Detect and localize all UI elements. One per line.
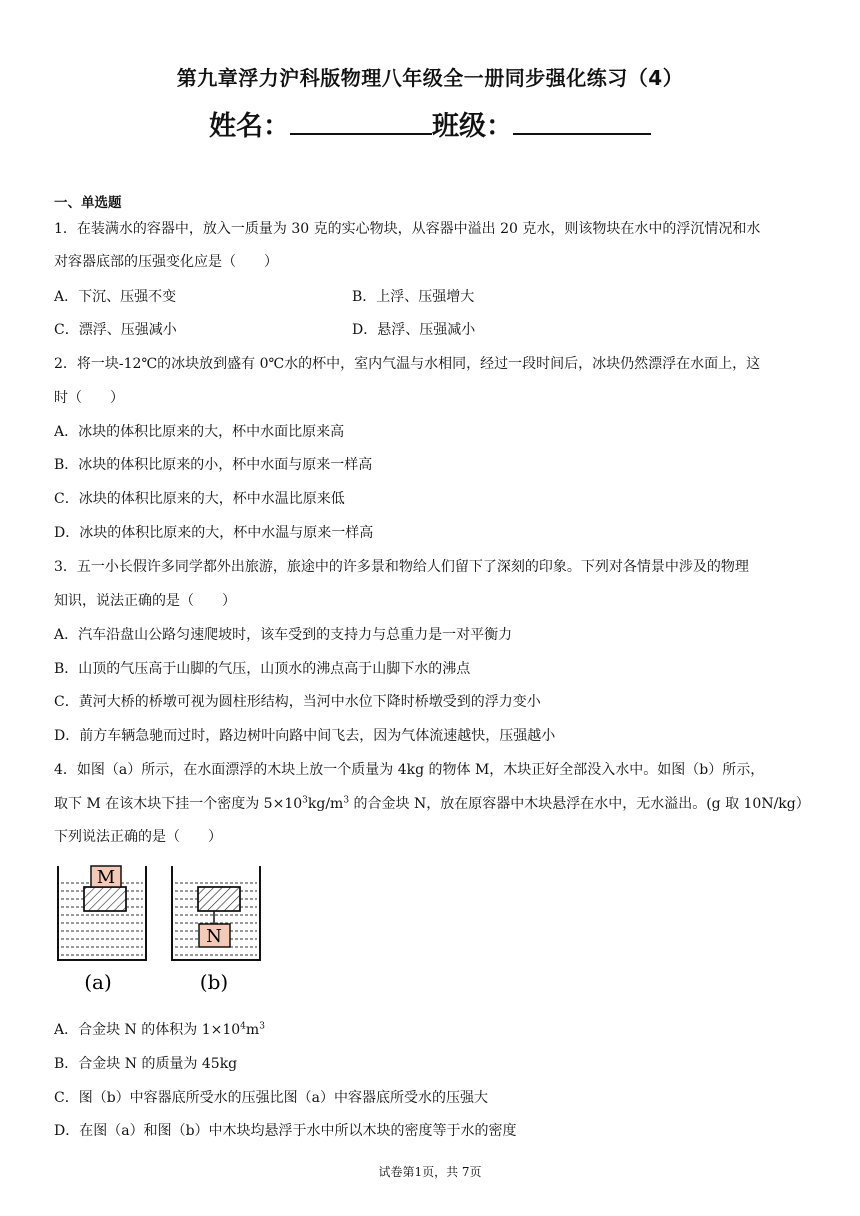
q4-option-c[interactable]: C．图（b）中容器底所受水的压强比图（a）中容器底所受水的压强大	[54, 1090, 489, 1106]
q3-option-d[interactable]: D．前方车辆急驰而过时，路边树叶向路中间飞去，因为气体流速越快，压强越小	[54, 728, 556, 744]
q1-option-b[interactable]: B．上浮、压强增大	[352, 289, 475, 305]
figure-a-container	[58, 866, 146, 960]
figure-a-label-m: M	[96, 867, 116, 888]
q4-option-d[interactable]: D．在图（a）和图（b）中木块均悬浮于水中所以木块的密度等于水的密度	[54, 1123, 517, 1139]
q4-option-b[interactable]: B．合金块 N 的质量为 45kg	[54, 1056, 238, 1072]
q4-option-a-unit: m	[245, 1022, 260, 1038]
q3-option-c[interactable]: C．黄河大桥的桥墩可视为圆柱形结构，当河中水位下降时桥墩受到的浮力变小	[54, 694, 541, 710]
figure-caption-a: (a)	[84, 970, 112, 994]
section-heading: 一、单选题	[54, 195, 122, 211]
name-label: 姓名：	[209, 111, 290, 142]
name-blank[interactable]	[290, 109, 432, 135]
q4-stem-line2-pre: 取下 M 在该木块下挂一个密度为 5×10	[54, 796, 303, 812]
name-class-row	[0, 104, 860, 143]
q4-option-a-unit-exponent: 3	[259, 1021, 265, 1032]
q1-stem-line1: 1．在装满水的容器中，放入一质量为 30 克的实心物块，从容器中溢出 20 克水，则该物块在水中的浮沉情况和水	[54, 221, 761, 237]
q4-stem-line1: 4．如图（a）所示，在水面漂浮的木块上放一个质量为 4kg 的物体 M，木块正好全部没入水中。如图（b）所示，	[54, 762, 765, 778]
q1-stem-line2: 对容器底部的压强变化应是（ ）	[54, 254, 278, 270]
q4-option-a-exponent: 4	[240, 1021, 246, 1032]
q4-stem-line2	[54, 793, 810, 813]
q1-option-c[interactable]: C．漂浮、压强减小	[54, 322, 177, 338]
q3-stem-line2: 知识，说法正确的是（ ）	[54, 593, 236, 609]
q4-option-a[interactable]	[54, 1019, 265, 1039]
page-footer: 试卷第1页，共 7页	[378, 1165, 482, 1179]
q4-figure	[54, 860, 274, 1000]
q2-option-c[interactable]: C．冰块的体积比原来的大，杯中水温比原来低	[54, 491, 345, 507]
q1-option-d[interactable]: D．悬浮、压强减小	[352, 322, 476, 338]
class-blank[interactable]	[513, 109, 651, 135]
page-title: 第九章浮力沪科版物理八年级全一册同步强化练习（4）	[176, 66, 684, 90]
q4-density-unit: kg/m	[307, 796, 344, 812]
figure-b-container	[172, 866, 260, 960]
q3-option-a[interactable]: A．汽车沿盘山公路匀速爬坡时，该车受到的支持力与总重力是一对平衡力	[54, 627, 513, 643]
q3-stem-line1: 3．五一小长假许多同学都外出旅游，旅途中的许多景和物给人们留下了深刻的印象。下列对各情景中涉及的物理	[54, 559, 749, 575]
q2-stem-line1: 2．将一块-12℃的冰块放到盛有 0℃水的杯中，室内气温与水相同，经过一段时间后，冰块仍然漂浮在水面上，这	[54, 356, 761, 372]
q4-stem-line3: 下列说法正确的是（ ）	[54, 829, 222, 845]
q2-option-a[interactable]: A．冰块的体积比原来的大，杯中水面比原来高	[54, 424, 345, 440]
q2-stem-line2: 时（ ）	[54, 390, 124, 406]
q4-option-a-pre: A．合金块 N 的体积为 1×10	[54, 1022, 241, 1038]
q4-exponent: 3	[302, 795, 308, 806]
q2-option-d[interactable]: D．冰块的体积比原来的大，杯中水温与原来一样高	[54, 525, 374, 541]
class-label: 班级：	[432, 111, 513, 142]
figure-b-label-n: N	[206, 926, 222, 947]
q2-option-b[interactable]: B．冰块的体积比原来的小，杯中水面与原来一样高	[54, 457, 373, 473]
q4-unit-exponent: 3	[343, 795, 350, 806]
q1-option-a[interactable]: A．下沉、压强不变	[54, 289, 177, 305]
q3-option-b[interactable]: B．山顶的气压高于山脚的气压，山顶水的沸点高于山脚下水的沸点	[54, 661, 471, 677]
q4-stem-line2-post: 的合金块 N，放在原容器中木块悬浮在水中，无水溢出。(g 取 10N/kg）	[349, 796, 810, 812]
figure-caption-b: (b)	[199, 970, 229, 994]
